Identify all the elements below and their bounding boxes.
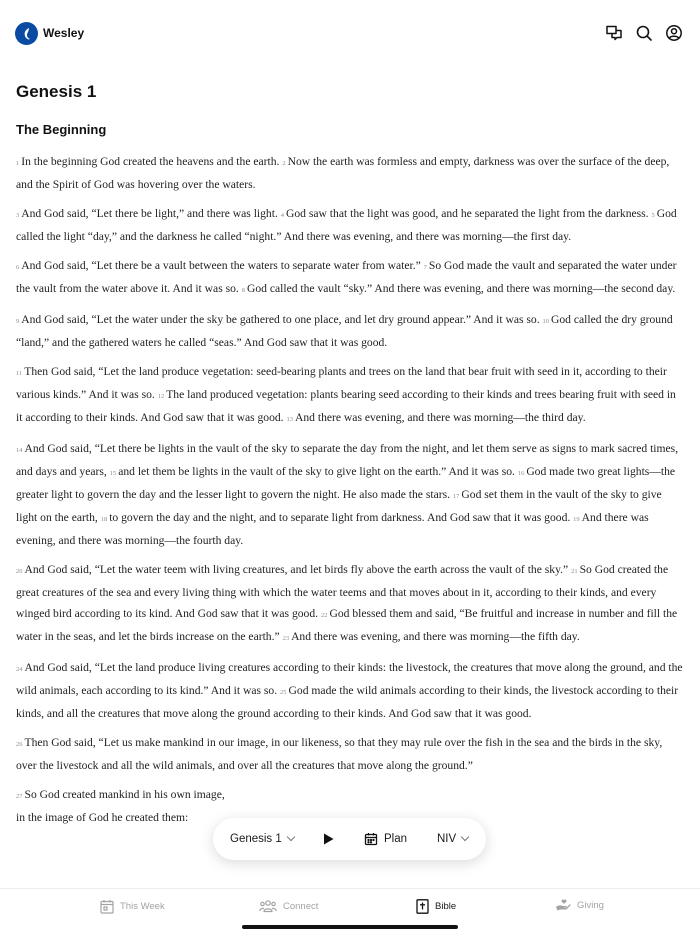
- verse-number: 19: [573, 516, 580, 523]
- nav-giving-label: Giving: [577, 899, 604, 911]
- verse-number: 13: [286, 416, 293, 423]
- verse-number: 26: [16, 741, 23, 748]
- verse-text[interactable]: So God created mankind in his own image,: [24, 788, 225, 801]
- verse-number: 24: [16, 666, 23, 673]
- verse-paragraph: [16, 361, 684, 430]
- plan-label: Plan: [384, 833, 408, 845]
- nav-this-week-label: This Week: [120, 901, 165, 912]
- poetry-line: [16, 784, 684, 807]
- verse-number: 2: [282, 160, 286, 167]
- verse-number: 11: [16, 370, 23, 377]
- verse-number: 8: [241, 287, 245, 294]
- verse-text[interactable]: God made the wild animals according to their kinds, the livestock according to their kinds, and all the creatures that move along the ground according to their kinds. And God saw that it was good.: [16, 684, 679, 720]
- verse-text[interactable]: And there was evening, and there was morning—the third day.: [295, 411, 586, 424]
- verse-text[interactable]: And God said, “Let the water under the sky be gathered to one place, and let dry ground appear.” And it was so.: [21, 313, 540, 326]
- search-icon[interactable]: [635, 24, 653, 42]
- plan-button[interactable]: [364, 818, 407, 860]
- verse-number: 23: [282, 635, 290, 642]
- verse-text[interactable]: And there was evening, and there was morning—the fourth day.: [16, 511, 649, 547]
- verse-text[interactable]: God set them in the vault of the sky to give light on the earth,: [16, 488, 662, 524]
- profile-icon[interactable]: [665, 24, 683, 42]
- calendar-icon: [100, 899, 114, 914]
- verse-number: 17: [452, 493, 460, 500]
- verse-number: 10: [542, 318, 549, 325]
- verse-number: 15: [109, 470, 117, 477]
- verse-number: 25: [280, 689, 287, 696]
- verse-paragraph: [16, 255, 684, 301]
- verse-text[interactable]: God saw that the light was good, and he separated the light from the darkness.: [286, 207, 649, 220]
- chapter-title: Genesis 1: [16, 82, 97, 101]
- verse-number: 6: [16, 264, 20, 271]
- verse-text[interactable]: In the beginning God created the heavens and the earth.: [21, 155, 280, 168]
- scripture-content[interactable]: [16, 80, 684, 886]
- people-icon: [259, 899, 277, 913]
- verse-number: 14: [16, 447, 23, 454]
- verse-number: 18: [100, 516, 108, 523]
- verse-text[interactable]: God called the light “day,” and the darkness he called “night.” And there was evening, and there was morning—the first day.: [16, 207, 677, 243]
- verse-number: 3: [16, 212, 20, 219]
- verse-text[interactable]: So God made the vault and separated the water under the vault from the water above it. And it was so.: [16, 259, 677, 295]
- verse-text[interactable]: and let them be lights in the vault of the sky to give light on the earth.” And it was so.: [118, 465, 515, 478]
- verse-text[interactable]: And God said, “Let the water teem with living creatures, and let birds fly above the earth across the vault of the sky.”: [24, 563, 569, 576]
- verse-text[interactable]: God called the vault “sky.” And there was evening, and there was morning—the second day.: [246, 282, 676, 295]
- nav-bible[interactable]: [416, 899, 456, 914]
- verse-text[interactable]: And God said, “Let there be a vault between the waters to separate water from water.”: [21, 259, 421, 272]
- verse-text[interactable]: And God said, “Let there be light,” and there was light.: [21, 207, 278, 220]
- verse-text[interactable]: God blessed them and said, “Be fruitful and increase in number and fill the water in the seas, and let the birds increase on the earth.”: [16, 607, 678, 643]
- verse-text[interactable]: Then God said, “Let us make mankind in our image, in our likeness, so that they may rule over the fish in the sea and the birds in the sky, over the livestock and all the wild animals, and over all the creatures that move along the ground.”: [16, 736, 663, 772]
- nav-connect-label: Connect: [283, 900, 319, 912]
- chapter-selector[interactable]: [230, 818, 294, 860]
- calendar-icon: [364, 832, 378, 846]
- chevron-down-icon: [461, 833, 469, 841]
- app-name: Wesley: [43, 26, 85, 40]
- verse-text[interactable]: Then God said, “Let the land produce vegetation: seed-bearing plants and trees on the land that bear fruit with seed in it, according to their various kinds.” And it was so.: [16, 365, 667, 401]
- play-icon: [323, 833, 334, 845]
- verse-paragraph: [16, 151, 684, 195]
- nav-connect[interactable]: [259, 899, 318, 913]
- verse-text[interactable]: And there was evening, and there was morning—the fifth day.: [291, 630, 580, 643]
- verse-paragraph: [16, 559, 684, 649]
- play-audio-button[interactable]: [323, 818, 334, 860]
- bible-icon: [416, 899, 429, 914]
- home-indicator: [242, 925, 458, 929]
- section-heading: The Beginning: [16, 122, 107, 137]
- verse-text[interactable]: God called the dry ground “land,” and the gathered waters he called “seas.” And God saw that it was good.: [16, 313, 673, 349]
- chapter-selector-label: Genesis 1: [230, 833, 282, 845]
- verse-number: 27: [16, 793, 23, 800]
- verse-text[interactable]: in the image of God he created them:: [16, 811, 189, 824]
- verse-number: 4: [280, 212, 285, 219]
- verse-number: 16: [517, 470, 525, 477]
- verse-text[interactable]: And God said, “Let there be lights in the vault of the sky to separate the day from the night, and let them serve as signs to mark sacred times, and days and years,: [16, 442, 679, 478]
- app-header: [0, 0, 700, 66]
- verse-text[interactable]: Now the earth was formless and empty, darkness was over the surface of the deep, and the Spirit of God was hovering over the waters.: [16, 155, 670, 191]
- chevron-down-icon: [287, 833, 295, 841]
- verse-number: 7: [423, 264, 427, 271]
- verse-text[interactable]: God made two great lights—the greater light to govern the day and the lesser light to govern the night. He also made the stars.: [16, 465, 676, 501]
- verse-paragraph: [16, 732, 684, 776]
- nav-giving[interactable]: [555, 899, 604, 911]
- verse-paragraphs: [16, 151, 684, 776]
- verse-text[interactable]: The land produced vegetation: plants bearing seed according to their kinds and trees bearing fruit with seed in it according to their kinds. And God saw that it was good.: [16, 388, 676, 424]
- verse-number: 1: [16, 160, 20, 167]
- verse-paragraph: [16, 657, 684, 724]
- flame-icon: [21, 27, 33, 41]
- verse-paragraph: [16, 203, 684, 247]
- verse-text[interactable]: to govern the day and the night, and to separate light from darkness. And God saw that it was good.: [109, 511, 571, 524]
- giving-hand-icon: [555, 899, 571, 911]
- app-logo[interactable]: [15, 22, 38, 45]
- version-selector[interactable]: [437, 818, 468, 860]
- nav-this-week[interactable]: [100, 899, 165, 914]
- verse-number: 20: [16, 568, 23, 575]
- nav-bible-label: Bible: [435, 901, 457, 912]
- version-label: NIV: [437, 833, 457, 845]
- verse-number: 12: [157, 393, 165, 400]
- verse-number: 9: [16, 318, 20, 325]
- verse-paragraph: [16, 438, 684, 551]
- verse-paragraph: [16, 309, 684, 353]
- verse-number: 5: [651, 212, 655, 219]
- verse-text[interactable]: So God created the great creatures of the sea and every living thing with which the water teems and that moves about in it, according to their kinds, and every winged bird according to its kind. And God saw that it was good.: [16, 563, 669, 620]
- verse-text[interactable]: And God said, “Let the land produce living creatures according to their kinds: the livestock, the creatures that move along the ground, and the wild animals, each according to its kind.” And it was so.: [16, 661, 683, 697]
- reading-control-bar: [213, 818, 486, 860]
- chat-icon[interactable]: [605, 24, 623, 42]
- verse-number: 21: [571, 568, 578, 575]
- verse-number: 22: [320, 612, 328, 619]
